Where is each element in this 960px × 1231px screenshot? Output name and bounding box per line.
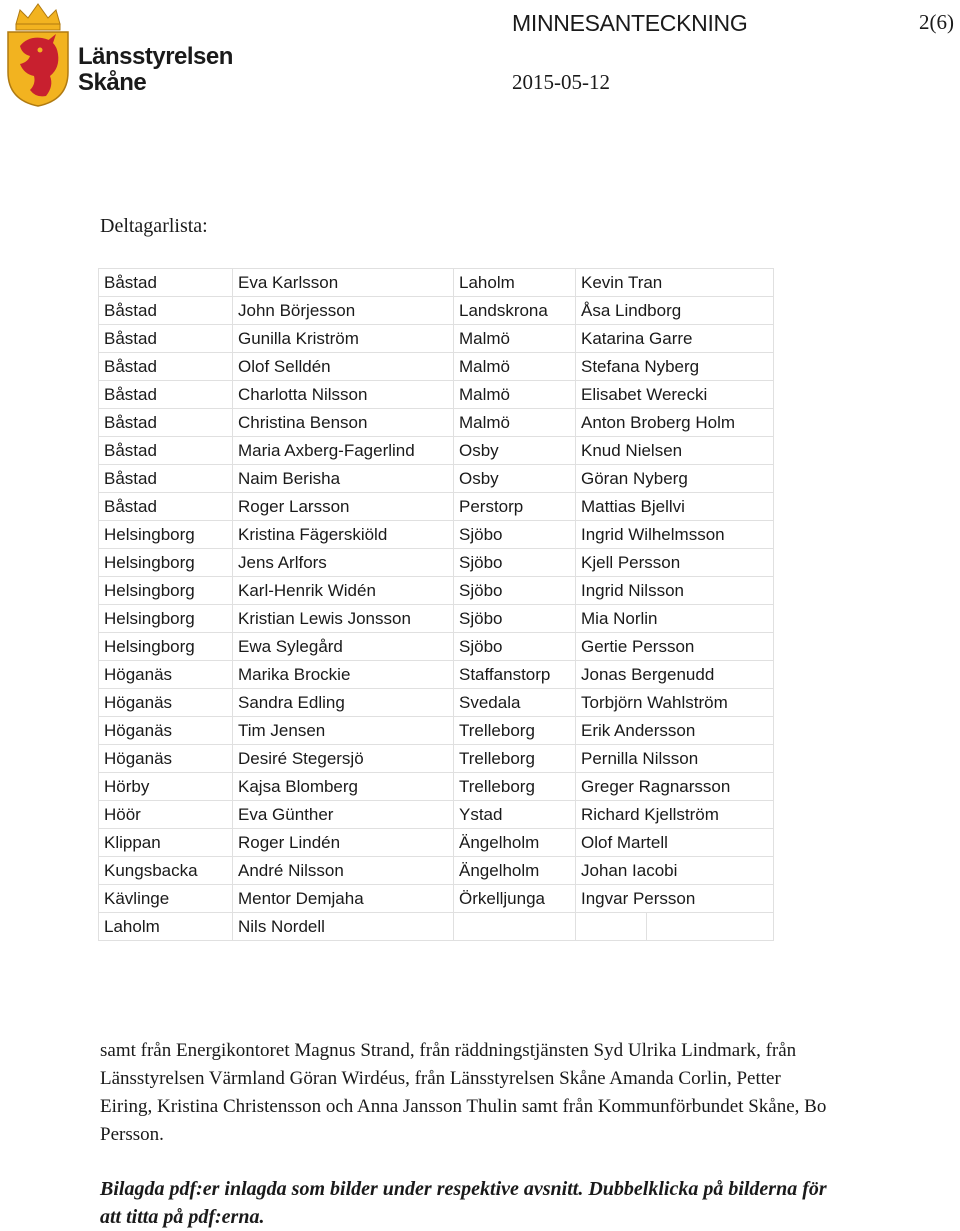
name-cell: Kristina Fägerskiöld bbox=[233, 521, 454, 549]
name-cell: Roger Larsson bbox=[233, 493, 454, 521]
name-cell: Nils Nordell bbox=[233, 913, 454, 941]
municipality-cell: Svedala bbox=[454, 689, 576, 717]
name-cell: Olof Martell bbox=[576, 829, 774, 857]
name-cell: Torbjörn Wahlström bbox=[576, 689, 774, 717]
municipality-cell: Båstad bbox=[99, 353, 233, 381]
name-cell: Sandra Edling bbox=[233, 689, 454, 717]
name-cell: Kevin Tran bbox=[576, 269, 774, 297]
municipality-cell: Perstorp bbox=[454, 493, 576, 521]
name-cell: Anton Broberg Holm bbox=[576, 409, 774, 437]
table-row bbox=[99, 885, 774, 913]
municipality-cell: Ängelholm bbox=[454, 829, 576, 857]
name-cell: Gunilla Kriström bbox=[233, 325, 454, 353]
empty-cell bbox=[576, 913, 647, 940]
municipality-cell: Helsingborg bbox=[99, 633, 233, 661]
municipality-cell: Sjöbo bbox=[454, 577, 576, 605]
table-row bbox=[99, 689, 774, 717]
name-cell: Katarina Garre bbox=[576, 325, 774, 353]
table-row bbox=[99, 381, 774, 409]
name-cell: Kajsa Blomberg bbox=[233, 773, 454, 801]
name-cell: Marika Brockie bbox=[233, 661, 454, 689]
municipality-cell: Båstad bbox=[99, 325, 233, 353]
name-cell: Tim Jensen bbox=[233, 717, 454, 745]
municipality-cell: Båstad bbox=[99, 493, 233, 521]
municipality-cell: Sjöbo bbox=[454, 521, 576, 549]
table-row bbox=[99, 409, 774, 437]
municipality-cell: Helsingborg bbox=[99, 549, 233, 577]
table-row bbox=[99, 269, 774, 297]
municipality-cell: Kävlinge bbox=[99, 885, 233, 913]
municipality-cell: Båstad bbox=[99, 381, 233, 409]
name-cell: Ingvar Persson bbox=[576, 885, 774, 913]
name-cell: Roger Lindén bbox=[233, 829, 454, 857]
table-row bbox=[99, 801, 774, 829]
name-cell: Christina Benson bbox=[233, 409, 454, 437]
table-row bbox=[99, 493, 774, 521]
municipality-cell: Höör bbox=[99, 801, 233, 829]
municipality-cell: Sjöbo bbox=[454, 605, 576, 633]
table-row bbox=[99, 717, 774, 745]
name-cell bbox=[576, 913, 774, 941]
table-row bbox=[99, 325, 774, 353]
name-cell: Ingrid Wilhelmsson bbox=[576, 521, 774, 549]
municipality-cell: Båstad bbox=[99, 269, 233, 297]
name-cell: André Nilsson bbox=[233, 857, 454, 885]
name-cell: Naim Berisha bbox=[233, 465, 454, 493]
name-cell: Jonas Bergenudd bbox=[576, 661, 774, 689]
municipality-cell: Trelleborg bbox=[454, 717, 576, 745]
name-cell: Kristian Lewis Jonsson bbox=[233, 605, 454, 633]
name-cell: Desiré Stegersjö bbox=[233, 745, 454, 773]
table-row bbox=[99, 353, 774, 381]
closing-paragraph: samt från Energikontoret Magnus Strand, från räddningstjänsten Syd Ulrika Lindmark, från Länsstyrelsen Värmland Göran Wirdéus, från Länsstyrelsen Skåne Amanda Corlin, Petter Eiring, Kristina Christensson och Anna Jansson Thulin samt från Kommunförbundet Skåne, Bo Persson. bbox=[100, 1040, 827, 1145]
municipality-cell: Sjöbo bbox=[454, 633, 576, 661]
document-type: MINNESANTECKNING bbox=[512, 10, 748, 36]
table-row bbox=[99, 437, 774, 465]
municipality-cell: Höganäs bbox=[99, 717, 233, 745]
municipality-cell bbox=[454, 913, 576, 941]
name-cell: Knud Nielsen bbox=[576, 437, 774, 465]
name-cell: Göran Nyberg bbox=[576, 465, 774, 493]
municipality-cell: Landskrona bbox=[454, 297, 576, 325]
municipality-cell: Osby bbox=[454, 437, 576, 465]
table-row bbox=[99, 857, 774, 885]
municipality-cell: Båstad bbox=[99, 437, 233, 465]
table-row bbox=[99, 829, 774, 857]
municipality-cell: Helsingborg bbox=[99, 521, 233, 549]
table-row bbox=[99, 745, 774, 773]
table-row bbox=[99, 605, 774, 633]
municipality-cell: Örkelljunga bbox=[454, 885, 576, 913]
table-row bbox=[99, 297, 774, 325]
municipality-cell: Höganäs bbox=[99, 661, 233, 689]
name-cell: Erik Andersson bbox=[576, 717, 774, 745]
municipality-cell: Malmö bbox=[454, 409, 576, 437]
municipality-cell: Laholm bbox=[99, 913, 233, 941]
name-cell: Elisabet Werecki bbox=[576, 381, 774, 409]
name-cell: John Börjesson bbox=[233, 297, 454, 325]
name-cell: Mattias Bjellvi bbox=[576, 493, 774, 521]
municipality-cell: Höganäs bbox=[99, 745, 233, 773]
table-row bbox=[99, 661, 774, 689]
municipality-cell: Båstad bbox=[99, 297, 233, 325]
municipality-cell: Ängelholm bbox=[454, 857, 576, 885]
name-cell: Kjell Persson bbox=[576, 549, 774, 577]
table-row bbox=[99, 913, 774, 941]
name-cell: Åsa Lindborg bbox=[576, 297, 774, 325]
page-number: 2(6) bbox=[919, 10, 954, 34]
municipality-cell: Laholm bbox=[454, 269, 576, 297]
name-cell: Jens Arlfors bbox=[233, 549, 454, 577]
municipality-cell: Malmö bbox=[454, 325, 576, 353]
table-row bbox=[99, 549, 774, 577]
municipality-cell: Ystad bbox=[454, 801, 576, 829]
table-row bbox=[99, 773, 774, 801]
municipality-cell: Hörby bbox=[99, 773, 233, 801]
participant-list-heading: Deltagarlista: bbox=[100, 215, 208, 237]
name-cell: Pernilla Nilsson bbox=[576, 745, 774, 773]
name-cell: Charlotta Nilsson bbox=[233, 381, 454, 409]
name-cell: Ewa Sylegård bbox=[233, 633, 454, 661]
municipality-cell: Staffanstorp bbox=[454, 661, 576, 689]
municipality-cell: Helsingborg bbox=[99, 577, 233, 605]
municipality-cell: Båstad bbox=[99, 409, 233, 437]
municipality-cell: Osby bbox=[454, 465, 576, 493]
municipality-cell: Sjöbo bbox=[454, 549, 576, 577]
municipality-cell: Trelleborg bbox=[454, 773, 576, 801]
table-row bbox=[99, 633, 774, 661]
name-cell: Stefana Nyberg bbox=[576, 353, 774, 381]
municipality-cell: Helsingborg bbox=[99, 605, 233, 633]
municipality-cell: Båstad bbox=[99, 465, 233, 493]
municipality-cell: Kungsbacka bbox=[99, 857, 233, 885]
table-row bbox=[99, 521, 774, 549]
municipality-cell: Malmö bbox=[454, 353, 576, 381]
name-cell: Mia Norlin bbox=[576, 605, 774, 633]
municipality-cell: Trelleborg bbox=[454, 745, 576, 773]
crest-icon bbox=[6, 2, 70, 108]
name-cell: Eva Karlsson bbox=[233, 269, 454, 297]
name-cell: Greger Ragnarsson bbox=[576, 773, 774, 801]
document-date: 2015-05-12 bbox=[512, 70, 610, 94]
name-cell: Mentor Demjaha bbox=[233, 885, 454, 913]
name-cell: Maria Axberg-Fagerlind bbox=[233, 437, 454, 465]
name-cell: Eva Günther bbox=[233, 801, 454, 829]
name-cell: Gertie Persson bbox=[576, 633, 774, 661]
name-cell: Karl-Henrik Widén bbox=[233, 577, 454, 605]
municipality-cell: Malmö bbox=[454, 381, 576, 409]
name-cell: Johan Iacobi bbox=[576, 857, 774, 885]
municipality-cell: Höganäs bbox=[99, 689, 233, 717]
lansstyrelsen-logo bbox=[6, 2, 233, 110]
logo-text-line2: Skåne bbox=[78, 69, 147, 96]
name-cell: Richard Kjellström bbox=[576, 801, 774, 829]
participant-table bbox=[98, 268, 774, 941]
table-row bbox=[99, 577, 774, 605]
municipality-cell: Klippan bbox=[99, 829, 233, 857]
attachment-note: Bilagda pdf:er inlagda som bilder under respektive avsnitt. Dubbelklicka på bilderna för att titta på pdf:erna. bbox=[100, 1178, 827, 1228]
name-cell: Ingrid Nilsson bbox=[576, 577, 774, 605]
table-row bbox=[99, 465, 774, 493]
logo-text-line1: Länsstyrelsen bbox=[78, 43, 233, 70]
name-cell: Olof Selldén bbox=[233, 353, 454, 381]
